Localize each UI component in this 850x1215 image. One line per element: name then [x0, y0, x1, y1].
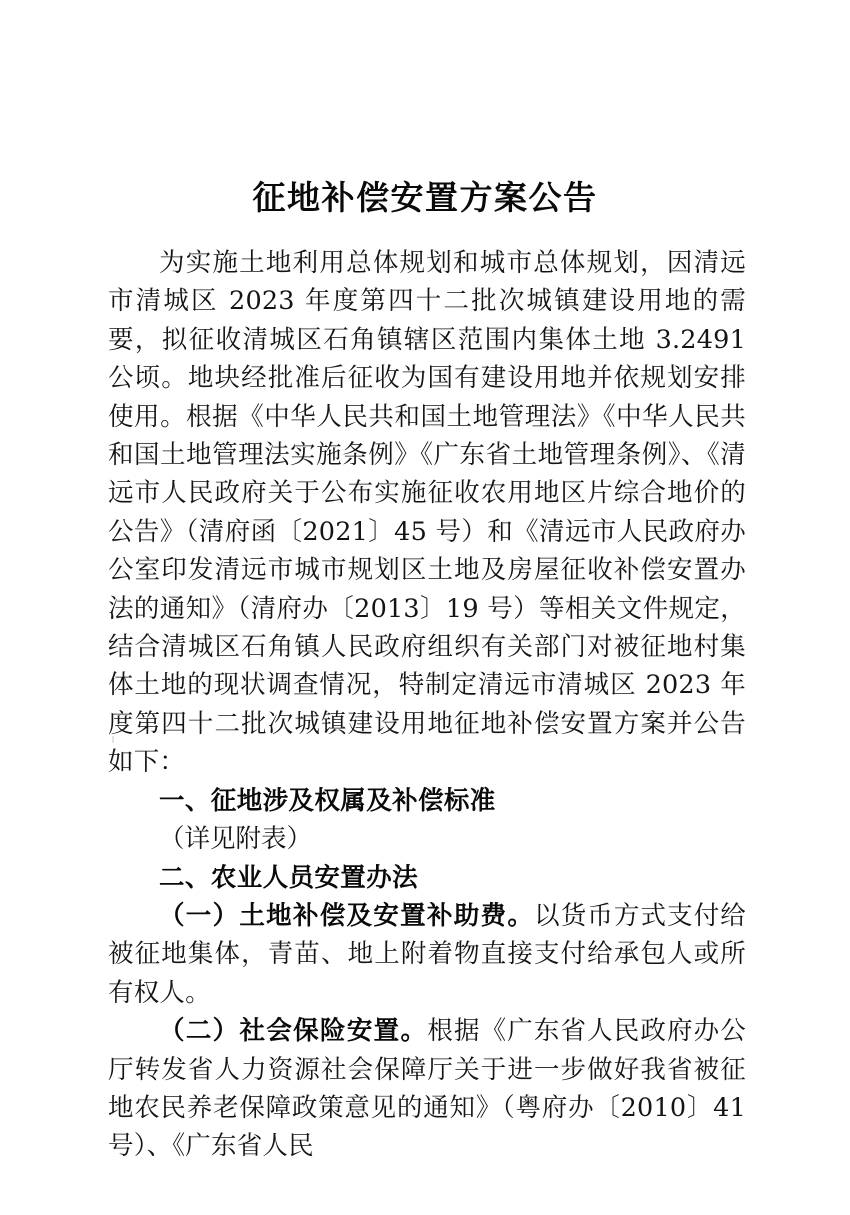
page-title: 征地补偿安置方案公告	[252, 178, 598, 218]
section-heading-1: 一、征地涉及权属及补偿标准	[159, 785, 496, 816]
section-2-item-2-lead: （二）社会保险安置。	[159, 1016, 428, 1047]
section-2-item-2-text: 根据《广东省人民政府办公厅转发省人力资源社会保障厅关于进一步做好我省被征地农民养老保障政策意见的通知》（粤府办〔2010〕41 号）、《广东省人民	[108, 1016, 746, 1162]
document-body	[108, 244, 746, 1166]
section-2-item-1-text: 以货币方式支付给被征地集体，青苗、地上附着物直接支付给承包人或所有权人。	[108, 900, 746, 1008]
section-2-item-1-lead: （一）土地补偿及安置补助费。	[159, 900, 535, 931]
section-heading-2: 二、农业人员安置办法	[159, 862, 419, 893]
section-2-item-1	[108, 897, 746, 1012]
section-1-note: （详见附表）	[159, 824, 313, 855]
section-2-item-2	[108, 1012, 746, 1166]
paragraph-opening: 为实施土地利用总体规划和城市总体规划，因清远市清城区 2023 年度第四十二批次城镇建设用地的需要，拟征收清城区石角镇辖区范围内集体土地 3.2491 公顷。地块经批准后征收为国有建设用地并依规划安排使用。根据《中华人民共和国土地管理法》《中华人民共和国土地管理法实施条例》《广东省土地管理条例》、《清远市人民政府关于公布实施征收农用地区片综合地价的公告》（清府函〔2021〕45 号）和《清远市人民政府办公室印发清远市城市规划区土地及房屋征收补偿安置办法的通知》（清府办〔2013〕19 号）等相关文件规定，结合清城区石角镇人民政府组织有关部门对被征地村集体土地的现状调查情况，特制定清远市清城区 2023 年度第四十二批次城镇建设用地征地补偿安置方案并公告如下：	[108, 248, 746, 778]
